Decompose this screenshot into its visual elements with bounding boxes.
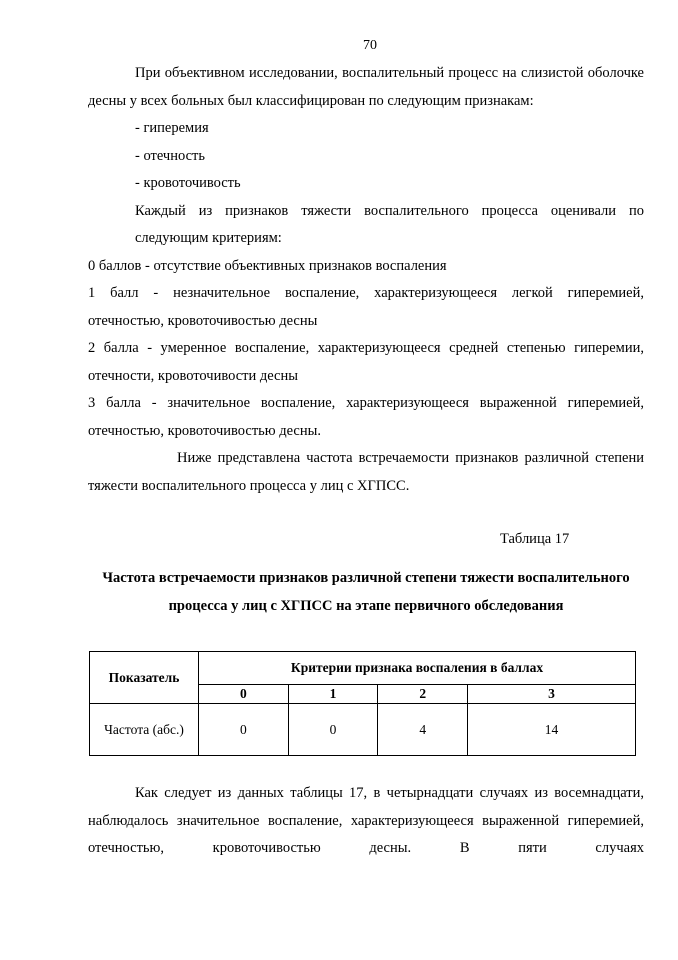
sign-edema: - отечность [135, 147, 205, 164]
cell-value-2: 4 [378, 704, 468, 756]
cell-value-1: 0 [288, 704, 378, 756]
criterion-0: 0 баллов - отсутствие объективных признаков воспаления [88, 257, 447, 274]
page-number: 70 [363, 38, 377, 53]
col-header-1: 1 [288, 685, 378, 704]
col-header-2: 2 [378, 685, 468, 704]
row-label: Частота (абс.) [90, 704, 199, 756]
criterion-2: 2 балла - умеренное воспаление, характеризующееся средней степенью гиперемии, отечности, кровоточивости десны [88, 340, 644, 384]
criterion-3: 3 балла - значительное воспаление, характеризующееся выраженной гиперемией, отечностью, кровоточивостью десны. [88, 395, 644, 439]
cell-value-3: 14 [468, 704, 636, 756]
col-header-3: 3 [468, 685, 636, 704]
body-text-bottom [88, 780, 644, 863]
criterion-1: 1 балл - незначительное воспаление, характеризующееся легкой гиперемией, отечностью, кровоточивостью десны [88, 285, 644, 329]
table-title: Частота встречаемости признаков различной степени тяжести воспалительного процесса у лиц с ХГПСС на этапе первичного обследования [102, 570, 630, 614]
paragraph-conclusion: Как следует из данных таблицы 17, в четырнадцати случаях из восемнадцати, наблюдалось значительное воспаление, характеризующееся выраженной гиперемией, отечностью, кровоточивостью десны. В пяти случаях [88, 785, 644, 856]
row-header: Показатель [90, 652, 199, 704]
sign-hyperemia: - гиперемия [135, 120, 209, 136]
paragraph-intro: При объективном исследовании, воспалительный процесс на слизистой оболочке десны у всех больных был классифицирован по следующим признакам: [88, 65, 644, 109]
cell-value-0: 0 [199, 704, 289, 756]
col-header-0: 0 [199, 685, 289, 704]
body-text-top [88, 60, 644, 500]
table-label: Таблица 17 [500, 531, 570, 547]
data-table [89, 651, 636, 756]
paragraph-table-intro: Ниже представлена частота встречаемости признаков различной степени тяжести воспалительного процесса у лиц с ХГПСС. [88, 450, 644, 494]
paragraph-criteria-intro: Каждый из признаков тяжести воспалительного процесса оценивали по следующим критериям: [135, 202, 644, 246]
sign-bleeding: - кровоточивость [135, 175, 241, 191]
group-header: Критерии признака воспаления в баллах [199, 652, 636, 685]
table-row [90, 704, 636, 756]
